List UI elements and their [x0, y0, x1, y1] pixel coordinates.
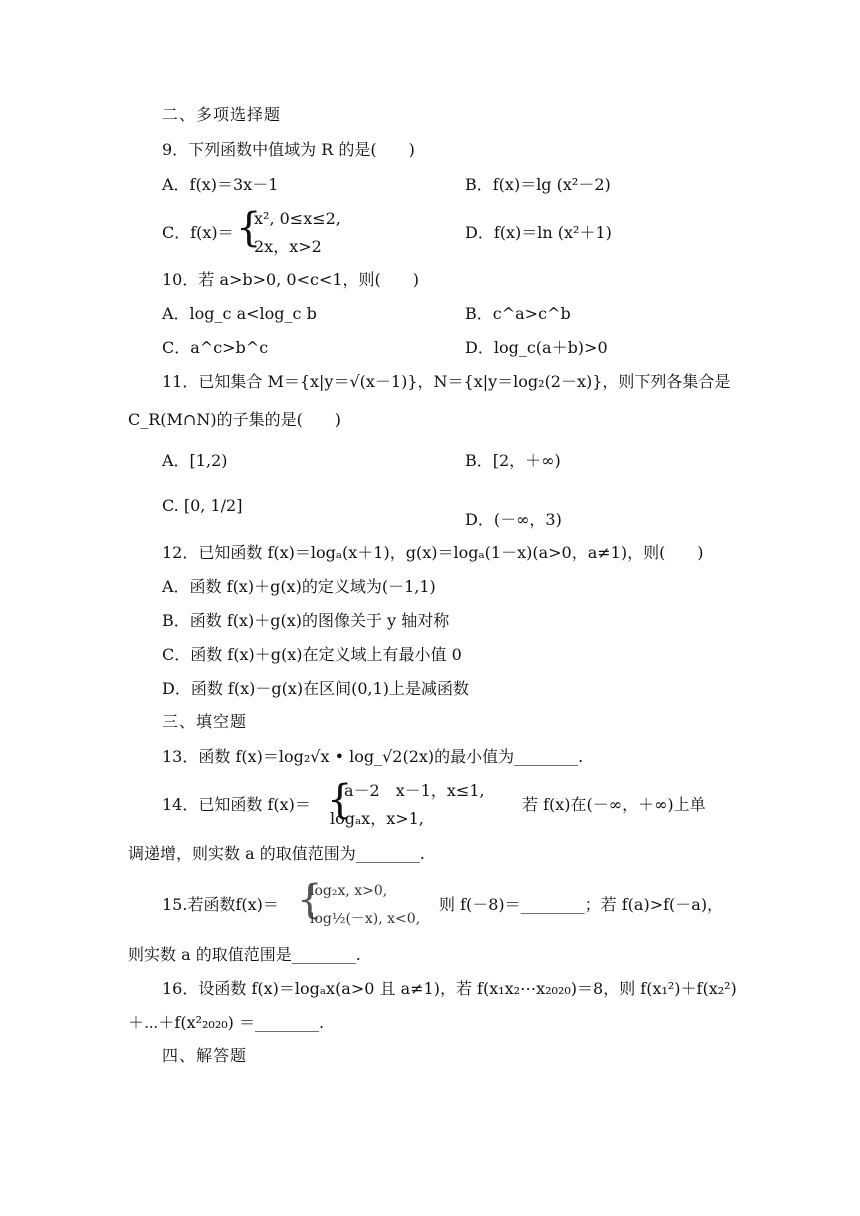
question-9-option-c	[162, 205, 341, 258]
question-12-option-a: A．函数 f(x)＋g(x)的定义域为(－1,1)	[162, 577, 436, 596]
question-10-option-d: D．log_c(a＋b)>0	[465, 338, 608, 357]
option-c-prefix: C．f(x)＝	[162, 223, 234, 242]
question-10-option-a: A．log_c a<log_c b	[162, 304, 317, 323]
q14-suffix: 若 f(x)在(－∞，＋∞)上单	[522, 795, 706, 814]
question-10-option-c: C．a^c>b^c	[162, 338, 269, 357]
question-9-option-d: D．f(x)＝ln (x²＋1)	[465, 223, 612, 242]
question-9-stem: 9．下列函数中值域为 R 的是( )	[162, 140, 415, 159]
question-13: 13．函数 f(x)＝log₂√x • log_√2(2x)的最小值为________.	[162, 747, 584, 766]
question-10-option-b: B．c^a>c^b	[465, 304, 571, 323]
piecewise-case-2: 2x，x>2	[254, 237, 322, 256]
question-12-stem: 12．已知函数 f(x)＝logₐ(x＋1)，g(x)＝logₐ(1－x)(a>0，a≠1)，则( )	[162, 543, 704, 562]
question-11-option-d: D．(－∞，3)	[465, 510, 562, 529]
piecewise-brace-icon: {	[236, 205, 262, 251]
question-12-option-c: C．函数 f(x)＋g(x)在定义域上有最小值 0	[162, 645, 462, 664]
q15-suffix: 则 f(－8)＝________；若 f(a)>f(－a)，	[439, 895, 724, 914]
question-15-line-1	[162, 877, 742, 932]
question-11-option-b: B．[2，＋∞)	[465, 451, 561, 470]
question-9-option-b: B．f(x)＝lg (x²－2)	[465, 175, 611, 194]
q14-case-2: logₐx，x>1,	[330, 809, 424, 828]
question-10-stem: 10．若 a>b>0, 0<c<1，则( )	[162, 270, 420, 289]
question-14-line-2: 调递增，则实数 a 的取值范围为________.	[128, 844, 425, 863]
section-heading-fill-in: 三、填空题	[162, 712, 248, 731]
question-11-stem-line-1: 11．已知集合 M＝{x|y＝√(x－1)}，N＝{x|y＝log₂(2－x)}，则下列各集合是	[162, 372, 731, 391]
q14-case-1: a－2 x－1，x≤1,	[344, 781, 485, 800]
question-14-line-1	[162, 777, 742, 832]
question-11-option-c: C. [0, 1/2]	[162, 496, 243, 515]
piecewise-case-1: x², 0≤x≤2,	[254, 209, 341, 228]
section-heading-solve: 四、解答题	[162, 1046, 248, 1065]
q15-case-2: log½(－x), x<0,	[310, 911, 421, 927]
question-15-line-2: 则实数 a 的取值范围是________.	[128, 945, 361, 964]
question-11-option-a: A．[1,2)	[162, 451, 228, 470]
q15-prefix: 15.若函数f(x)＝	[162, 895, 279, 914]
question-11-stem-line-2: C_R(M∩N)的子集的是( )	[128, 410, 342, 429]
question-16-line-1: 16．设函数 f(x)＝logₐx(a>0 且 a≠1)，若 f(x₁x₂⋯x₂₀₂₀)＝8，则 f(x₁²)＋f(x₂²)	[162, 979, 737, 998]
question-12-option-d: D．函数 f(x)－g(x)在区间(0,1)上是减函数	[162, 679, 470, 698]
q14-prefix: 14．已知函数 f(x)＝	[162, 795, 311, 814]
piecewise-brace-icon: {	[327, 777, 353, 823]
section-heading-multiple-choice: 二、多项选择题	[162, 105, 282, 124]
question-16-line-2: ＋⋯＋f(x²₂₀₂₀) ＝________.	[128, 1013, 325, 1032]
q15-case-1: log₂x, x>0,	[310, 883, 388, 899]
piecewise-brace-icon: {	[297, 877, 323, 923]
question-12-option-b: B．函数 f(x)＋g(x)的图像关于 y 轴对称	[162, 611, 450, 630]
question-9-option-a: A．f(x)＝3x－1	[162, 175, 279, 194]
